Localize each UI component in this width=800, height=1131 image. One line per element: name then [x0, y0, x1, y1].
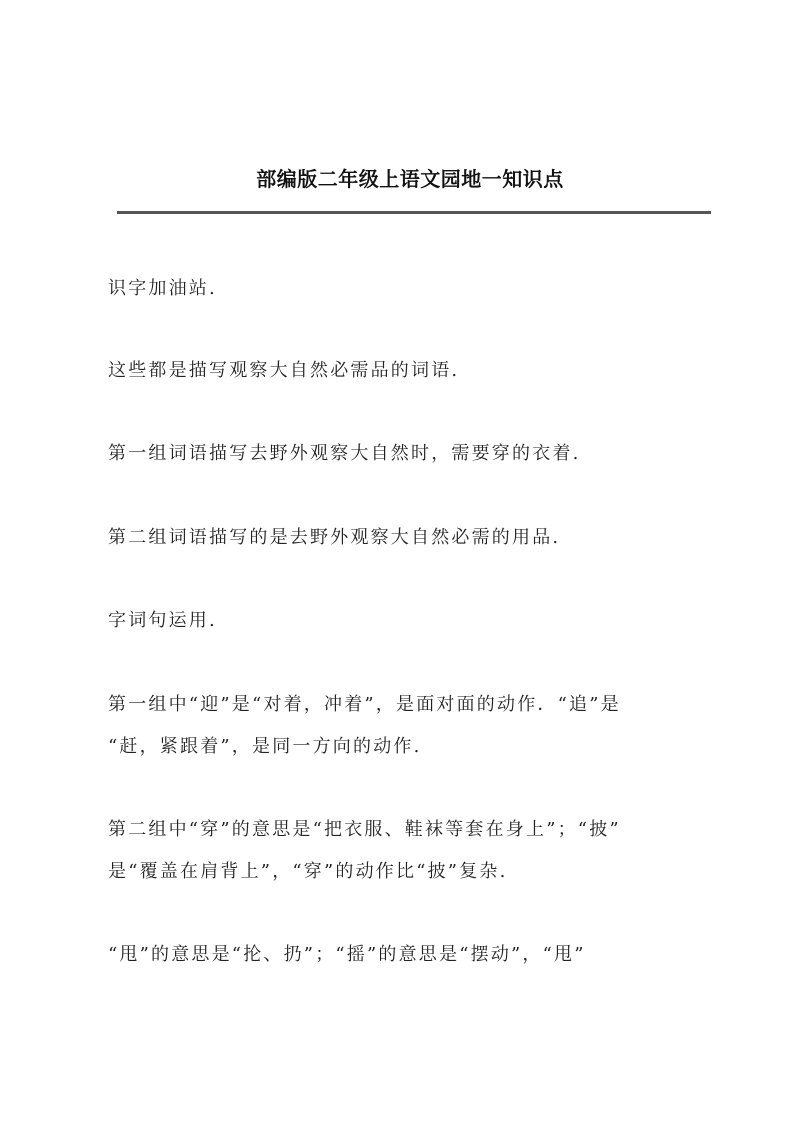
paragraph-line: “赶，紧跟着”，是同一方向的动作.: [108, 736, 422, 757]
paragraph-line: 第二组词语描写的是去野外观察大自然必需的用品.: [108, 527, 561, 548]
paragraph-line: 这些都是描写观察大自然必需品的词语.: [108, 360, 460, 381]
document-title: 部编版二年级上语文园地一知识点: [256, 167, 564, 191]
paragraph-line: 第一组词语描写去野外观察大自然时，需要穿的衣着.: [108, 443, 581, 464]
title-divider: [117, 211, 711, 214]
paragraph-line: “甩”的意思是“抡、扔”；“摇”的意思是“摆动”，“甩”: [108, 944, 586, 965]
paragraph-line: 字词句运用.: [108, 610, 217, 631]
paragraph-line: 是“覆盖在肩背上”，“穿”的动作比“披”复杂.: [108, 861, 508, 882]
paragraph-line: 第二组中“穿”的意思是“把衣服、鞋袜等套在身上”；“披”: [108, 819, 621, 840]
paragraph-line: 第一组中“迎”是“对着，冲着”，是面对面的动作．“追”是: [108, 694, 621, 715]
paragraph-line: 识字加油站.: [108, 278, 217, 299]
